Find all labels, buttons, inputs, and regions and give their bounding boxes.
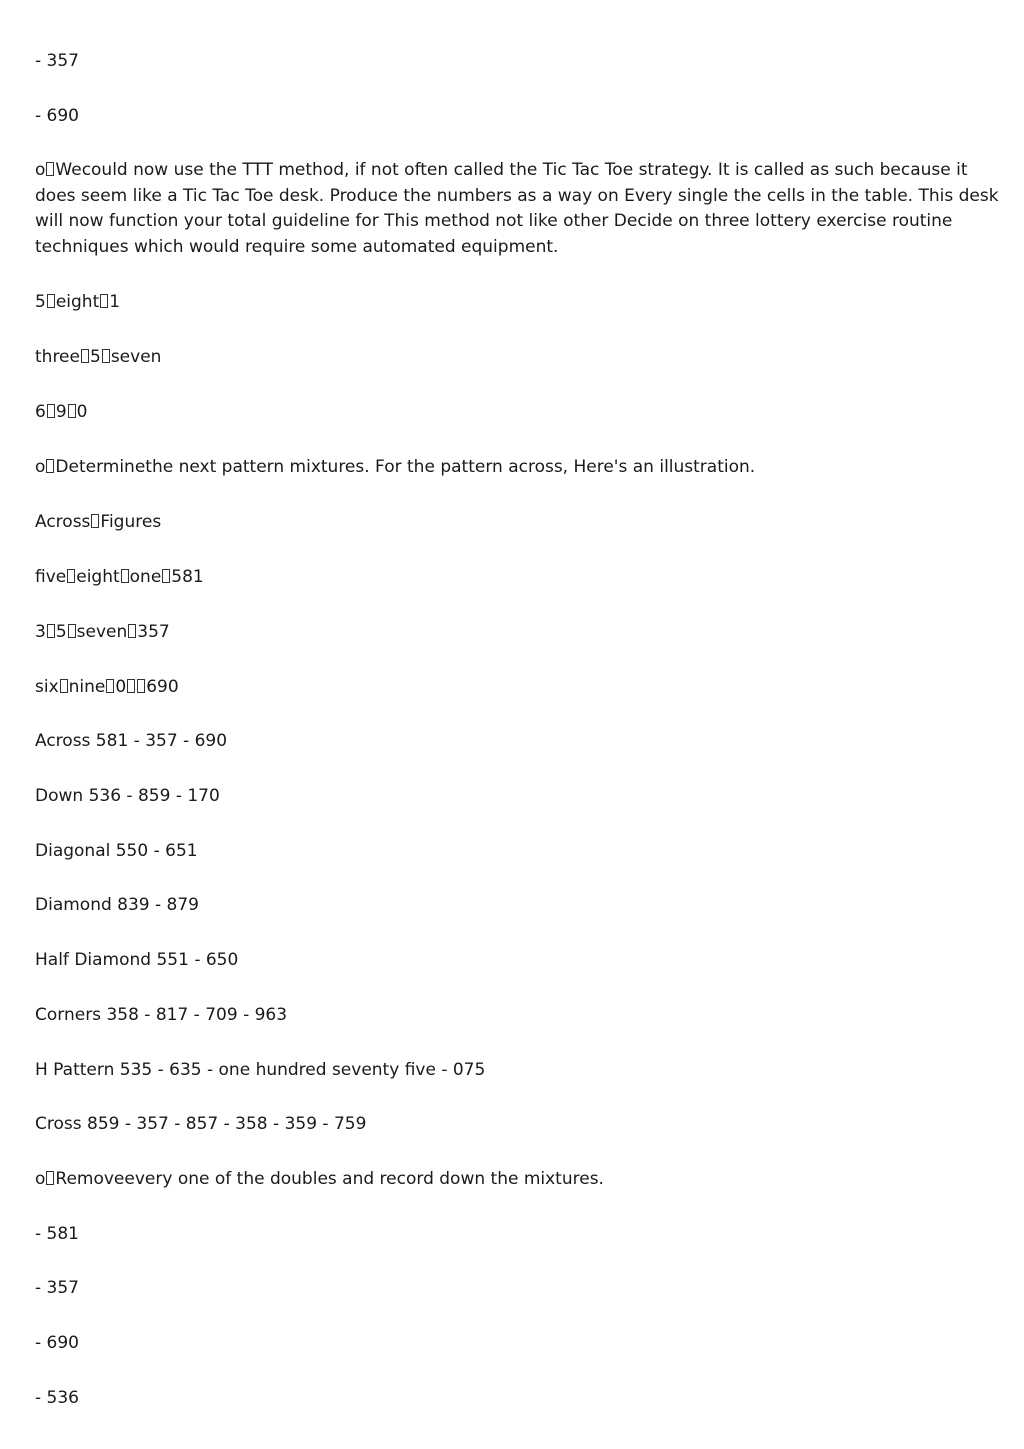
paragraph-ttt-method [35, 158, 1000, 261]
missing-glyph-box [81, 349, 89, 363]
across-row-3: six nine 0 690 [35, 677, 179, 697]
list-item: - 357 [35, 1278, 79, 1298]
pattern-h: H Pattern 535 - 635 - one hundred seventy five - 075 [35, 1060, 486, 1080]
across-row-1: five eight one 581 [35, 567, 204, 587]
pattern-diamond: Diamond 839 - 879 [35, 895, 199, 915]
missing-glyph-box [100, 294, 108, 308]
missing-glyph-box [60, 679, 68, 693]
paragraph-determine: o Determinethe next pattern mixtures. For the pattern across, Here's an illustration. [35, 457, 756, 477]
missing-glyph-box [121, 569, 129, 583]
grid-row-2: three 5 seven [35, 347, 162, 367]
missing-glyph-box [46, 162, 54, 176]
grid-row-1: 5 eight 1 [35, 292, 121, 312]
across-figures-heading: Across Figures [35, 512, 162, 532]
paragraph-first-word: We [55, 160, 82, 180]
pattern-corners: Corners 358 - 817 - 709 - 963 [35, 1005, 288, 1025]
list-item: - 536 [35, 1388, 79, 1408]
grid-row-3: 6 9 0 [35, 402, 88, 422]
pattern-diagonal: Diagonal 550 - 651 [35, 841, 198, 861]
paragraph-text: could now use the TTT method, if not often called the Tic Tac Toe strategy. It is called as such because it does seem like a Tic Tac Toe desk. Produce the numbers as a way on Every single the cells in the table. This desk will now function your total guideline for This method not like other Decide on three lottery exercise routine techniques which would require some automated equipment. [35, 160, 999, 258]
missing-glyph-box [47, 294, 55, 308]
missing-glyph-box [46, 459, 54, 473]
missing-glyph-box [162, 569, 170, 583]
list-item: - 581 [35, 1224, 79, 1244]
missing-glyph-box [106, 679, 114, 693]
list-item: - 690 [35, 1333, 79, 1353]
pattern-cross: Cross 859 - 357 - 857 - 358 - 359 - 759 [35, 1114, 367, 1134]
pattern-half-diamond: Half Diamond 551 - 650 [35, 950, 239, 970]
across-row-2: 3 5 seven 357 [35, 622, 170, 642]
pattern-down: Down 536 - 859 - 170 [35, 786, 220, 806]
pattern-across: Across 581 - 357 - 690 [35, 731, 228, 751]
missing-glyph-box [137, 679, 145, 693]
missing-glyph-box [68, 624, 76, 638]
missing-glyph-box [46, 1171, 54, 1185]
list-item: - 357 [35, 51, 79, 71]
bullet-letter: o [35, 160, 46, 180]
missing-glyph-box [68, 404, 76, 418]
missing-glyph-box [47, 624, 55, 638]
missing-glyph-box [102, 349, 110, 363]
paragraph-remove-doubles: o Removeevery one of the doubles and record down the mixtures. [35, 1169, 604, 1189]
missing-glyph-box [128, 624, 136, 638]
missing-glyph-box [127, 679, 135, 693]
list-item: - 690 [35, 106, 79, 126]
missing-glyph-box [47, 404, 55, 418]
missing-glyph-box [91, 514, 99, 528]
missing-glyph-box [67, 569, 75, 583]
